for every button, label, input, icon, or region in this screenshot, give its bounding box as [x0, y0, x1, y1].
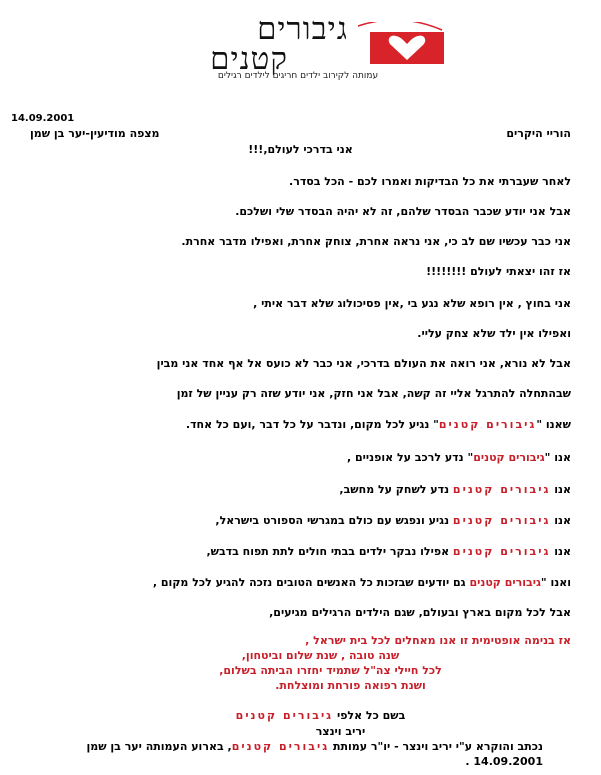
paragraph-15: אבל לכל מקום בארץ ובעולם, שגם הילדים הרגילים מגיעים, — [269, 606, 571, 619]
paragraph-13 — [206, 545, 571, 558]
p11-pre: אנו — [554, 483, 571, 496]
letter-header-row — [30, 127, 571, 143]
paragraph-9 — [186, 418, 571, 431]
paragraph-5: אני בחוץ , אין רופא שלא נגע בי ,אין פסיכולוג שלא דבר איתי , — [253, 297, 571, 310]
date-bottom: 14.09.2001 . — [465, 755, 543, 768]
wish-line-1: אז בנימה אופטימית זו אנו מאחלים לכל בית ישראל , — [305, 634, 571, 647]
p13-pre: אנו — [554, 545, 571, 558]
paragraph-11 — [339, 483, 571, 496]
date-top: 14.09.2001 — [11, 113, 75, 124]
footer-line — [86, 740, 543, 753]
greeting: הוריי היקרים — [506, 127, 571, 140]
p12-post: נגיע ונפגש עם כולם במגרשי הספורט בישראל, — [215, 514, 450, 527]
p9-pre: שאנו " — [536, 418, 571, 431]
paragraph-7: אבל לא נורא, אני רואה את העולם בדרכי, אני כבר לא כועס אל אף אחד אני מבין — [156, 357, 571, 370]
wish-line-3: לכל חיילי צה"ל שתמיד יחזרו הביתה בשלום, — [219, 664, 442, 677]
paragraph-1: לאחר שעברתי את כל הבדיקות ואמרו לכם - הכל בסדר. — [289, 175, 571, 188]
sign-pre: בשם כל אלפי — [336, 709, 406, 722]
paragraph-6: ואפילו אין ילד שלא צחק עליי. — [417, 327, 571, 340]
paragraph-10 — [347, 451, 571, 464]
p11-post: נדע לשחק על מחשב, — [339, 483, 450, 496]
paragraph-14 — [153, 576, 571, 589]
logo-line1: גיבורים — [257, 11, 348, 47]
sign-highlight: גיבורים קטנים — [235, 709, 334, 722]
p14-pre: ואנו " — [540, 576, 571, 589]
paragraph-12 — [215, 514, 571, 527]
p13-highlight: גיבורים קטנים — [452, 545, 551, 558]
p14-highlight: גיבורים קטנים — [469, 576, 541, 589]
footer-pre: נכתב והוקרא ע"י יריב וינצר - יו"ר עמותת — [332, 740, 543, 753]
paragraph-2: אבל אני יודע שכבר הבסדר שלהם, זה לא יהיה הבסדר שלי ושלכם. — [235, 205, 571, 218]
wish-line-2: שנה טובה , שנת שלום וביטחון, — [241, 649, 400, 662]
opening-line: אני בדרכי לעולם,!!! — [248, 143, 353, 156]
p10-highlight: גיבורים קטנים — [473, 451, 545, 464]
heart-icon — [354, 22, 446, 66]
p10-pre: אנו " — [544, 451, 571, 464]
p10-post: " נדע לרכב על אופניים , — [347, 451, 474, 464]
wish-line-4: ושנת רפואה פורחת ומוצלחת. — [275, 679, 426, 692]
footer-highlight: גיבורים קטנים — [231, 740, 330, 753]
p13-post: אפילו נבקר ילדים בבתי חולים לתת תפוח בדבש, — [206, 545, 450, 558]
p14-post: גם יודעים שבזכות כל האנשים הטובים נזכה להגיע לכל מקום , — [152, 576, 466, 589]
p9-highlight: גיבורים קטנים — [438, 418, 537, 431]
logo-line2: קטנים — [210, 41, 288, 77]
sender-location: מצפה מודיעין-יער בן שמן — [30, 127, 160, 140]
author-name: יריב וינצר — [315, 725, 366, 738]
logo — [148, 11, 448, 84]
logo-tagline: עמותה לקירוב ילדים חריגים לילדים רגילים — [217, 71, 379, 81]
signature-line — [0, 709, 601, 722]
paragraph-8: שבהתחלה להתרגל אליי זה קשה, אבל אני חזק, אני יודע שזה רק עניין של זמן — [176, 387, 571, 400]
p9-post: " נגיע לכל מקום, ונדבר על כל דבר ,ועם כל אחד. — [185, 418, 439, 431]
p12-highlight: גיבורים קטנים — [452, 514, 551, 527]
p11-highlight: גיבורים קטנים — [452, 483, 551, 496]
paragraph-4: אז זהו יצאתי לעולם !!!!!!!! — [426, 265, 571, 278]
paragraph-3: אני כבר עכשיו שם לב כי, אני נראה אחרת, צוחק אחרת, ואפילו מדבר אחרת. — [181, 235, 571, 248]
p12-pre: אנו — [554, 514, 571, 527]
footer-post: , בארוע העמותה יער בן שמן — [86, 740, 232, 753]
logo-text — [210, 11, 348, 77]
